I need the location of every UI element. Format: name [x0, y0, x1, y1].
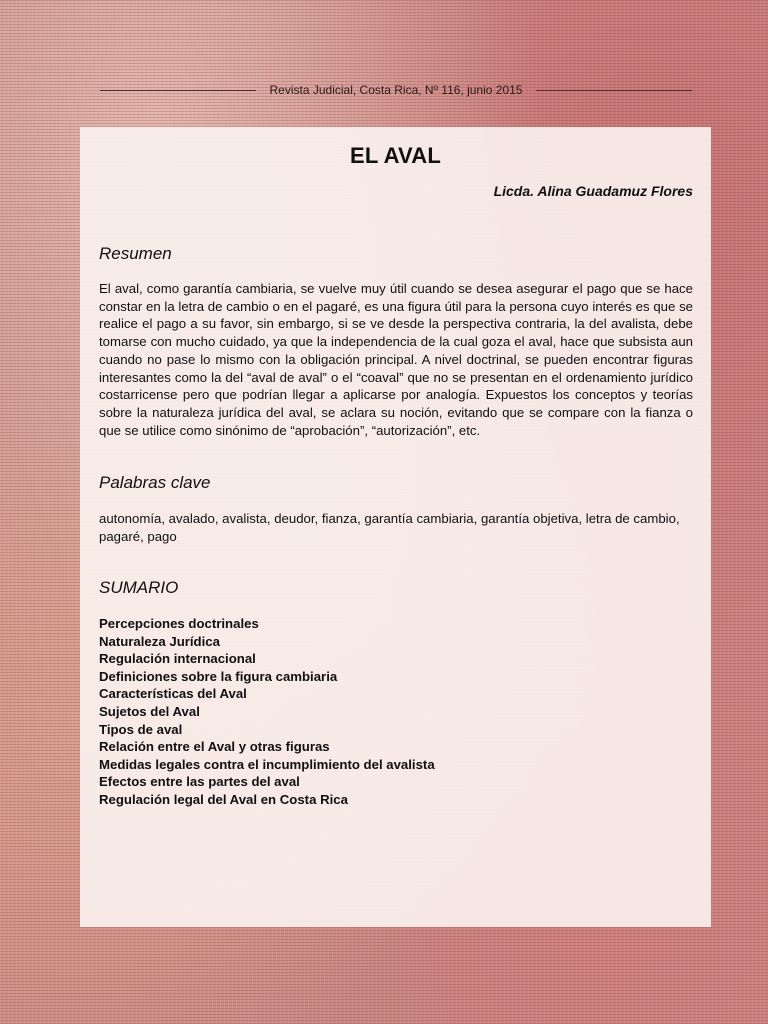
abstract-heading: Resumen: [99, 244, 172, 263]
summary-item: Naturaleza Jurídica: [99, 633, 220, 649]
summary-item: Regulación internacional: [99, 651, 256, 667]
header-rule-left: [100, 90, 256, 91]
summary-item: Definiciones sobre la figura cambiaria: [99, 668, 338, 684]
journal-header: [100, 80, 692, 100]
article-author: Licda. Alina Guadamuz Flores: [493, 183, 693, 199]
summary-item: Sujetos del Aval: [99, 703, 200, 719]
summary-item: Relación entre el Aval y otras figuras: [99, 739, 330, 755]
article-title: EL AVAL: [349, 143, 442, 168]
keywords-text: autonomía, avalado, avalista, deudor, fianza, garantía cambiaria, garantía objetiva, letra de cambio, pagaré, pago: [99, 511, 680, 544]
keywords-heading: Palabras clave: [99, 473, 211, 492]
article-panel: [80, 127, 711, 927]
summary-item: Medidas legales contra el incumplimiento del avalista: [99, 756, 435, 772]
summary-list: [99, 615, 435, 809]
summary-item: Tipos de aval: [99, 721, 183, 737]
journal-line: Revista Judicial, Costa Rica, Nº 116, junio 2015: [269, 83, 523, 97]
abstract-text: El aval, como garantía cambiaria, se vuelve muy útil cuando se desea asegurar el pago que se hace constar en la letra de cambio o en el pagaré, es una figura útil para la persona cuyo interés es que se realice el pago a su favor, sin embargo, si se ve desde la perspectiva contraria, la del avalista, debe tomarse con mucho cuidado, ya que la independencia de la cual goza el aval, hace que subsista aun cuando no pase lo mismo con la obligación principal. A nivel doctrinal, se pueden encontrar figuras interesantes como la del “aval de aval” o el “coaval” que no se presentan en el ordenamiento jurídico costarricense pero que podrían llegar a aplicarse por analogía. Expuestos los conceptos y teorías sobre la naturaleza jurídica del aval, se aclara su noción, evitando que se compare con la fianza o que se utilice como sinónimo de “aprobación”, “autorización”, etc.: [99, 281, 693, 438]
summary-item: Características del Aval: [99, 686, 247, 702]
summary-item: Percepciones doctrinales: [99, 616, 259, 631]
header-rule-right: [536, 90, 692, 91]
summary-item: Efectos entre las partes del aval: [99, 774, 300, 790]
summary-item: Regulación legal del Aval en Costa Rica: [99, 791, 348, 807]
summary-heading: SUMARIO: [99, 578, 179, 597]
